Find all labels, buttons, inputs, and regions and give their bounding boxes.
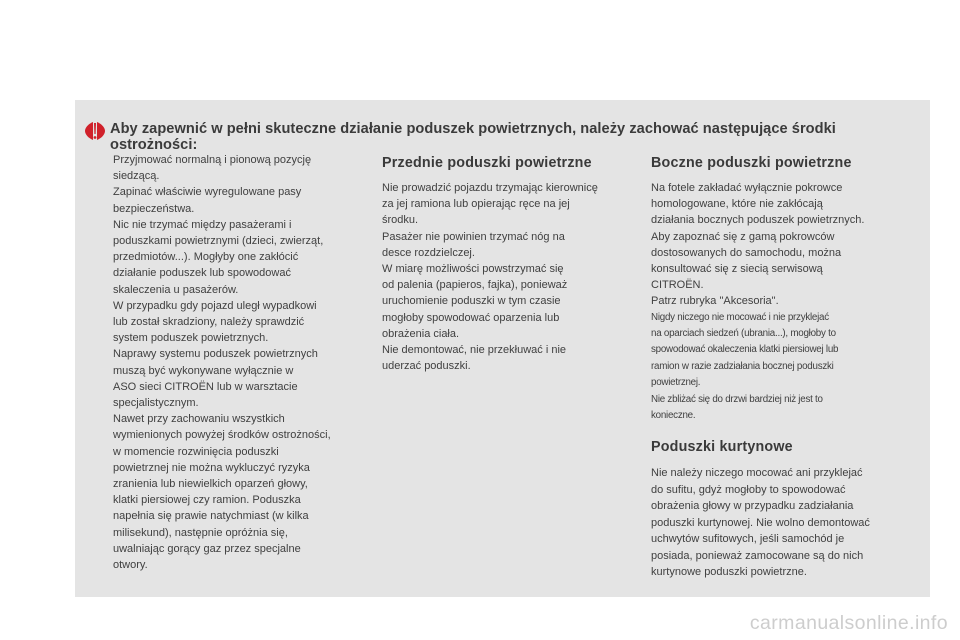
site-watermark: carmanualsonline.info <box>749 612 948 634</box>
side-airbags-text: Na fotele zakładać wyłącznie pokrowce homologowane, które nie zakłócają działania bocznych poduszek powietrznych. Aby zapoznać się z gamą pokrowców dostosowanych do samochodu, można konsultować się z siecią serwisową CITROËN. Patrz rubryka "Akcesoria". <box>651 182 865 308</box>
front-airbags-text: Nie prowadzić pojazdu trzymając kierownicę za jej ramiona lub opierając ręce na jej środku. Pasażer nie powinien trzymać nóg na desce rozdzielczej. W miarę możliwości powstrzymać się od palenia (papieros, fajka), ponieważ uruchomienie poduszki w tym czasie mogłoby spowodować oparzenia lub obrażenia ciała. Nie demontować, nie przekłuwać i nie uderzać poduszki. <box>382 182 598 373</box>
general-precautions-text: Przyjmować normalną i pionową pozycję siedzącą. Zapinać właściwie wyregulowane pasy bezpieczeństwa. Nic nie trzymać między pasażerami i poduszkami powietrznymi (dzieci, zwierząt, przedmiotów...). Mogłyby one zakłócić działanie poduszek lub spowodować skaleczenia u pasażerów. W przypadku gdy pojazd uległ wypadkowi lub został skradziony, należy sprawdzić system poduszek powietrznych. Naprawy systemu poduszek powietrznych muszą być wykonywane wyłącznie w ASO sieci CITROËN lub w warsztacie specjalistycznym. Nawet przy zachowaniu wszystkich wymienionych powyżej środków ostrożności, w momencie rozwinięcia poduszki powietrznej nie można wykluczyć ryzyka zranienia lub niewielkich oparzeń głowy, klatki piersiowej czy ramion. Poduszka napełnia się prawie natychmiast (w kilka milisekund), następnie opróżnia się, uwalniając gorący gaz przez specjalne otwory. <box>113 154 331 572</box>
front-airbags-title: Przednie poduszki powietrzne <box>382 155 592 171</box>
general-precautions-column <box>113 152 365 573</box>
warning-icon <box>84 120 106 142</box>
side-airbags-warnings: Nigdy niczego nie mocować i nie przyklejać na oparciach siedzeń (ubrania...), mogłoby to spowodować okaleczenia klatki piersiowej lub ramion w razie zadziałania bocznej poduszki powietrznej. Nie zbliżać się do drzwi bardziej niż jest to konieczne. <box>651 311 839 422</box>
side-airbags-column <box>651 154 913 580</box>
side-airbags-title: Boczne poduszki powietrzne <box>651 155 852 171</box>
front-airbags-column <box>382 154 632 374</box>
curtain-airbags-text: Nie należy niczego mocować ani przyklejać do sufitu, gdyż mogłoby to spowodować obrażenia głowy w przypadku zadziałania poduszki kurtynowej. Nie wolno demontować uchwytów sufitowych, jeśli samochód je posiada, ponieważ zamocowane są do nich kurtynowe poduszki powietrzne. <box>651 467 870 578</box>
page-heading: Aby zapewnić w pełni skuteczne działanie poduszek powietrznych, należy zachować następujące środki ostrożności: <box>110 121 836 153</box>
curtain-airbags-title: Poduszki kurtynowe <box>651 439 793 456</box>
